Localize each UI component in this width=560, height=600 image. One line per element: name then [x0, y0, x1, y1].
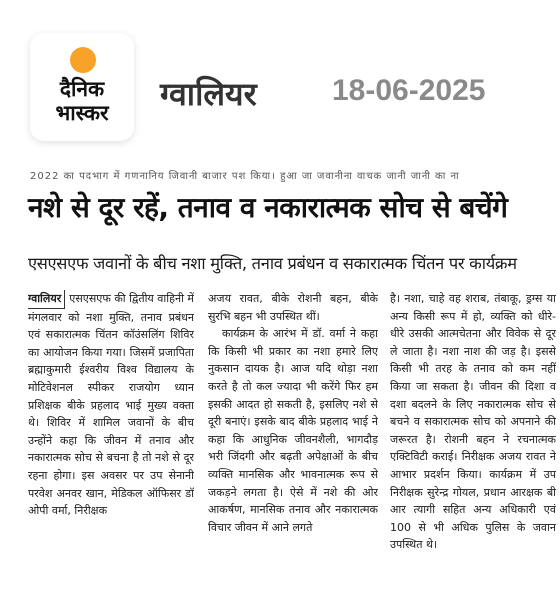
dainik-bhaskar-logo[interactable]	[30, 33, 134, 141]
column-2-text-1: अजय रावत, बीके रोशनी बहन, बीके सुरभि बहन भी उपस्थित थीं।	[208, 292, 378, 323]
sun-icon	[70, 47, 96, 73]
logo-text-line2: भास्कर	[55, 101, 109, 125]
column-2-text-2: कार्यक्रम के आरंभ में डॉ. वर्मा ने कहा कि किसी भी प्रकार का नशा हमारे लिए नुकसान दायक है। आज यदि थोड़ा नशा करते है तो कल ज्यादा भी करेंगे फिर हम इसकी आदत हो सकती है, इसलिए नशे से दूरी बनाएं। इसके बाद बीके प्रहलाद भाई ने कहा कि आधुनिक जीवनशैली, भागदौड़ भरी जिंदगी और बढ़ती अपेक्षाओं के बीच व्यक्ति मानसिक और भावनात्मक रूप से जकड़ने लगता है। ऐसे में नशे की ओर आकर्षण, मानसिक तनाव और नकारात्मक विचार जीवन में आने लगते	[208, 327, 378, 534]
article-subheadline: एसएसएफ जवानों के बीच नशा मुक्ति, तनाव प्रबंधन व सकारात्मक चिंतन पर कार्यक्रम	[28, 254, 517, 273]
article-column-1	[28, 290, 194, 590]
column-3-text: है। नशा, चाहे वह शराब, तंबाकू, ड्रग्स या अन्य किसी रूप में हो, व्यक्ति को धीरे-धीरे उसकी आत्मचेतना और विवेक से दूर ले जाता है। नशा नाश की जड़ है। इससे किसी भी तरह के तनाव को कम नहीं किया जा सकता है। जीवन की दिशा व दशा बदलने के लिए नकारात्मक सोच से बचने व सकारात्मक सोच को अपनाने की जरूरत है। रोशनी बहन ने रचनात्मक एक्टिविटी कराई। निरीक्षक अजय रावत ने आभार प्रदर्शन किया। कार्यक्रम में उप निरीक्षक सुरेन्द्र गोयल, प्रधान आरक्षक बी आर त्यागी सहित अन्य अधिकारी एवं 100 से भी अधिक पुलिस के जवान उपस्थित थे।	[390, 292, 556, 552]
column-1-text: एसएसएफ की द्वितीय वाहिनी में मंगलवार को नशा मुक्ति, तनाव प्रबंधन एवं सकारात्मक चिंतन कॉउंसलिंग शिविर का आयोजन किया गया। जिसमें प्रजापिता ब्रह्माकुमारी ईश्वरीय विश्व विद्यालय के मोटिवेशनल स्पीकर राजयोग ध्यान प्रशिक्षक बीके प्रहलाद भाई मुख्य वक्ता थे। शिविर में शामिल जवानों के बीच उन्होंने कहा कि जीवन में तनाव और नकारात्मक सोच से बचना है तो नशे से दूर रहना होगा। इस अवसर पर उप सेनानी परवेश अनवर खान, मेडिकल ऑफिसर डॉ ओपी वर्मा, निरीक्षक	[28, 292, 194, 518]
dateline: ग्वालियर	[28, 290, 65, 309]
article-column-2	[208, 290, 378, 590]
masthead	[0, 0, 560, 150]
cropped-previous-text: 2022 का पदभाग में गणनानिय जिवानी बाजार पश किया। हुआ जा जवानीना वाचक जानी जानी का ना	[30, 171, 460, 182]
edition-city: ग्वालियर	[160, 75, 257, 113]
logo-text-line1: दैनिक	[59, 77, 105, 101]
article-headline: नशे से दूर रहें, तनाव व नकारात्मक सोच से बचेंगे	[28, 191, 508, 224]
edition-date: 18-06-2025	[332, 74, 486, 107]
article-column-3	[390, 290, 556, 590]
